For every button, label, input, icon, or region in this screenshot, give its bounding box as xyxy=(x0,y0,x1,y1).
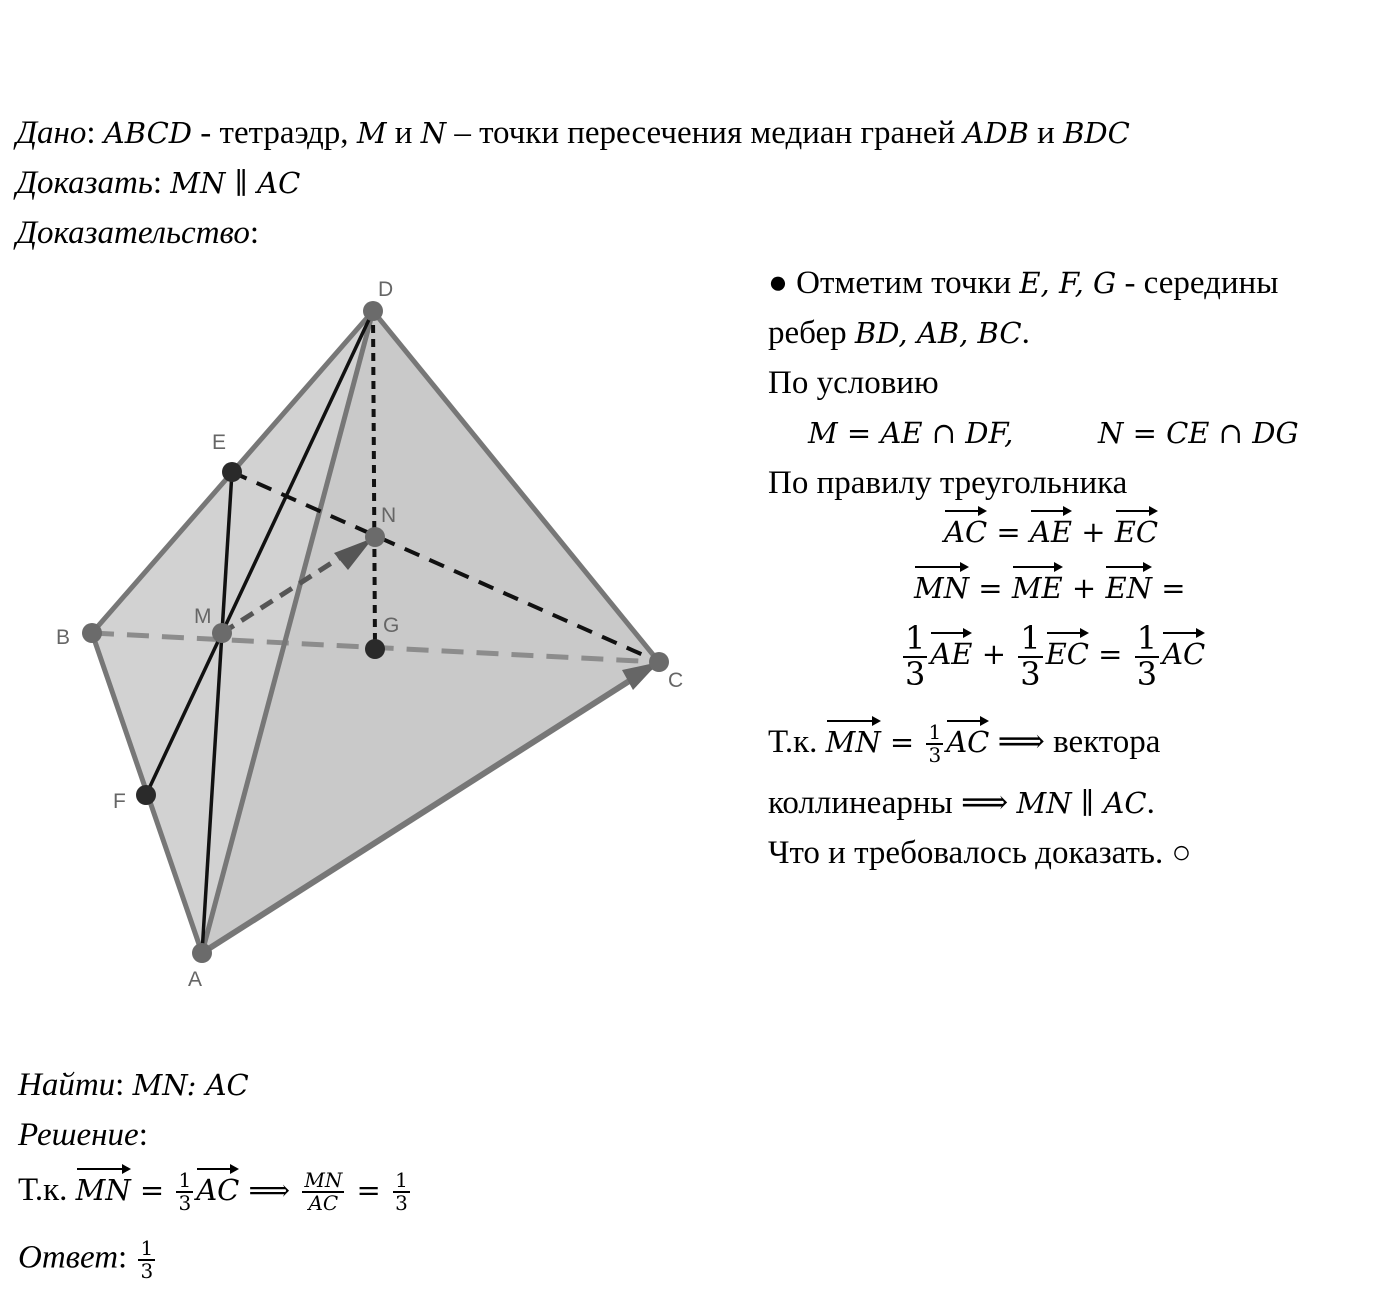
find-label: Найти xyxy=(18,1067,116,1103)
label-b: B xyxy=(56,626,71,649)
find-line: Найти: MN: AC xyxy=(18,1067,249,1103)
proof-line-tk: Т.к. MN = $\frac{1}{3}$ AC ⟹ вектора xyxy=(768,716,1160,766)
point-a xyxy=(192,943,212,963)
proof-line-4b xyxy=(1098,414,1299,454)
tetrahedron-name: ABCD xyxy=(103,116,193,150)
point-d xyxy=(363,301,383,321)
label-f: F xyxy=(113,790,126,813)
proof-line-3: По условию xyxy=(768,365,939,401)
label-e: E xyxy=(212,431,227,454)
label-m: M xyxy=(194,605,212,628)
proof-line-collinear: коллинеарны ⟹ MN ∥ AC. xyxy=(768,785,1155,821)
prove-line: Доказать: MN ∥ AC xyxy=(16,165,301,201)
tetrahedron-figure xyxy=(0,270,720,990)
point-b xyxy=(82,623,102,643)
label-c: C xyxy=(668,669,684,692)
proof-line-5: По правилу треугольника xyxy=(768,465,1128,501)
proof-line-qed: Что и требовалось доказать. ○ xyxy=(768,835,1192,871)
label-d: D xyxy=(378,278,394,301)
proof-line-4 xyxy=(808,414,1013,454)
point-e xyxy=(222,462,242,482)
solution-label: Решение xyxy=(18,1117,139,1153)
point-m xyxy=(212,623,232,643)
label-n: N xyxy=(381,504,397,527)
equation-thirds: $\frac{1}{3}$ AE + $\frac{1}{3}$ EC = $\frac{1}{3}$ AC xyxy=(905,619,1206,693)
point-n xyxy=(365,527,385,547)
proof-line-1: ● Отметим точки E, F, G - середины xyxy=(768,265,1279,301)
equation-ac: AC = AE + EC xyxy=(944,506,1158,553)
n-definition: N = CE ∩ DG xyxy=(1098,416,1299,450)
answer-label: Ответ xyxy=(18,1239,119,1276)
label-a: A xyxy=(188,968,203,990)
prove-label: Доказать xyxy=(16,165,153,201)
proof-line-2: ребер BD, AB, BC. xyxy=(768,315,1030,351)
given-line: Дано: ABCD - тетраэдр, M и N – точки пересечения медиан граней ADB и BDC xyxy=(16,115,1130,151)
answer-value: $\frac{1}{3}$ xyxy=(140,1236,154,1283)
solution-line: Т.к. MN = $\frac{1}{3}$ AC ⟹ $\frac{MN}{AC}$ = $\frac{1}{3}$ xyxy=(18,1164,413,1214)
label-g: G xyxy=(383,614,400,637)
solution-label-line: Решение: xyxy=(18,1117,148,1153)
prove-statement: MN ∥ AC xyxy=(170,166,301,200)
m-definition: M = AE ∩ DF, xyxy=(808,416,1014,450)
proof-label: Доказательство xyxy=(16,215,250,251)
equation-mn: MN = ME + EN = xyxy=(914,562,1186,609)
point-g xyxy=(365,639,385,659)
given-label: Дано xyxy=(16,115,87,151)
point-f xyxy=(136,785,156,805)
answer-line: Ответ: $\frac{1}{3}$ xyxy=(18,1236,154,1283)
proof-label-line: Доказательство: xyxy=(16,215,260,251)
point-c xyxy=(649,652,669,672)
